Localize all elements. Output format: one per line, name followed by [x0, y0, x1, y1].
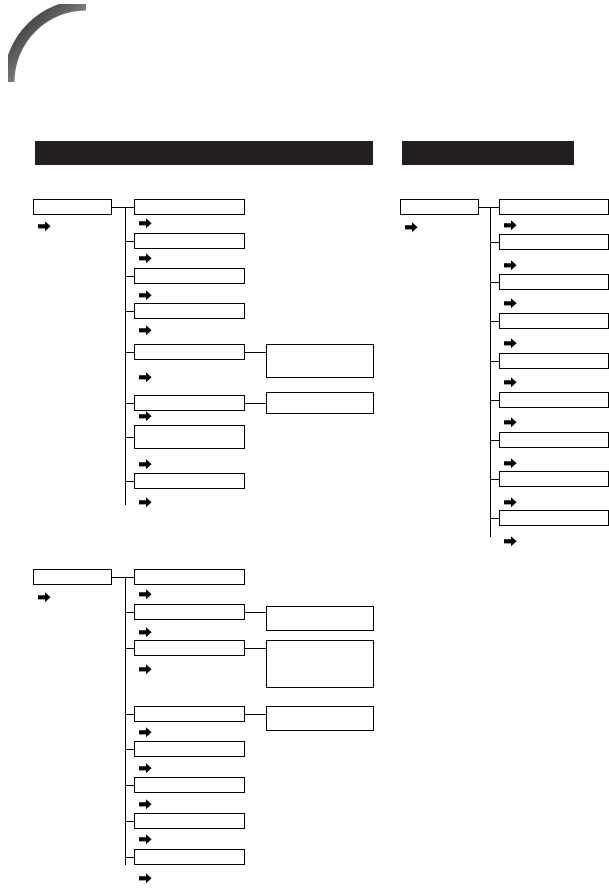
connector-sub: [245, 352, 266, 353]
arrow-right-icon: [139, 289, 152, 302]
arrow-right-icon: [504, 457, 517, 470]
menu-item-box[interactable]: [134, 813, 245, 829]
connector: [490, 242, 499, 243]
menu-item-box[interactable]: [134, 569, 245, 585]
connector: [490, 282, 499, 283]
menu-item-box[interactable]: [134, 741, 245, 757]
menu-item-box[interactable]: [134, 777, 245, 793]
menu-item-box[interactable]: [134, 268, 245, 284]
arrow-right-icon: [139, 872, 152, 885]
connector: [125, 352, 134, 353]
arrow-right-icon: [139, 762, 152, 775]
arrow-right-icon: [139, 371, 152, 384]
menu-item-box[interactable]: [134, 473, 245, 489]
menu-item-box[interactable]: [134, 849, 245, 865]
connector-sub: [245, 403, 266, 404]
connector: [125, 241, 134, 242]
connector: [490, 479, 499, 480]
arrow-right-icon: [504, 535, 517, 548]
arrow-right-icon: [504, 376, 517, 389]
menu-item-box[interactable]: [499, 234, 609, 250]
menu-item-box[interactable]: [134, 199, 245, 215]
arrow-right-icon: [139, 324, 152, 337]
menu-root-box[interactable]: [33, 569, 112, 585]
menu-item-box[interactable]: [134, 706, 245, 722]
connector: [125, 612, 134, 613]
menu-item-box[interactable]: [134, 640, 245, 656]
connector: [490, 400, 499, 401]
menu-item-box[interactable]: [134, 303, 245, 319]
arrow-right-icon: [504, 496, 517, 509]
menu-item-box[interactable]: [499, 432, 609, 448]
connector: [125, 857, 134, 858]
connector-spine: [125, 207, 126, 505]
connector-sub: [245, 648, 266, 649]
arrow-right-icon: [504, 416, 517, 429]
connector: [125, 481, 134, 482]
arrow-right-icon: [139, 496, 152, 509]
arrow-right-icon: [139, 252, 152, 265]
arrow-right-icon: [139, 410, 152, 423]
connector: [125, 403, 134, 404]
menu-item-box[interactable]: [499, 353, 609, 369]
arrow-right-icon: [38, 220, 51, 233]
arrow-right-icon: [139, 588, 152, 601]
menu-item-box[interactable]: [499, 392, 609, 408]
menu-item-box[interactable]: [499, 510, 609, 526]
corner-swoosh-decoration: [8, 4, 100, 96]
section-header-bar-left: [35, 141, 373, 165]
connector: [125, 276, 134, 277]
menu-subitem-box[interactable]: [266, 706, 374, 731]
arrow-right-icon: [504, 259, 517, 272]
arrow-right-icon: [38, 591, 51, 604]
menu-item-box[interactable]: [134, 344, 245, 360]
connector-root: [112, 207, 134, 208]
connector: [125, 437, 134, 438]
arrow-right-icon: [504, 219, 517, 232]
connector: [490, 361, 499, 362]
menu-root-box[interactable]: [33, 199, 112, 215]
menu-item-box[interactable]: [499, 199, 609, 215]
connector-sub: [245, 612, 266, 613]
connector-spine: [490, 207, 491, 537]
connector: [125, 785, 134, 786]
menu-item-box[interactable]: [499, 471, 609, 487]
arrow-right-icon: [405, 221, 418, 234]
connector-sub: [245, 714, 266, 715]
connector: [490, 321, 499, 322]
connector: [125, 749, 134, 750]
connector: [490, 440, 499, 441]
menu-subitem-box[interactable]: [266, 344, 374, 378]
arrow-right-icon: [139, 458, 152, 471]
menu-item-box[interactable]: [499, 313, 609, 329]
arrow-right-icon: [504, 297, 517, 310]
menu-subitem-box[interactable]: [266, 392, 374, 414]
menu-item-box[interactable]: [134, 233, 245, 249]
connector: [490, 518, 499, 519]
menu-item-box[interactable]: [134, 604, 245, 620]
section-header-bar-right: [402, 141, 574, 165]
connector-root: [112, 577, 134, 578]
menu-root-box[interactable]: [400, 199, 479, 215]
menu-item-box[interactable]: [499, 274, 609, 290]
menu-subitem-box[interactable]: [266, 606, 374, 631]
arrow-right-icon: [139, 833, 152, 846]
menu-subitem-box[interactable]: [266, 640, 374, 688]
arrow-right-icon: [139, 663, 152, 676]
arrow-right-icon: [139, 626, 152, 639]
menu-item-box[interactable]: [134, 395, 245, 411]
connector: [125, 821, 134, 822]
arrow-right-icon: [139, 726, 152, 739]
connector: [125, 648, 134, 649]
arrow-right-icon: [139, 217, 152, 230]
connector: [125, 714, 134, 715]
menu-item-box[interactable]: [134, 425, 245, 449]
arrow-right-icon: [504, 337, 517, 350]
connector-root: [479, 207, 499, 208]
connector: [125, 311, 134, 312]
arrow-right-icon: [139, 798, 152, 811]
